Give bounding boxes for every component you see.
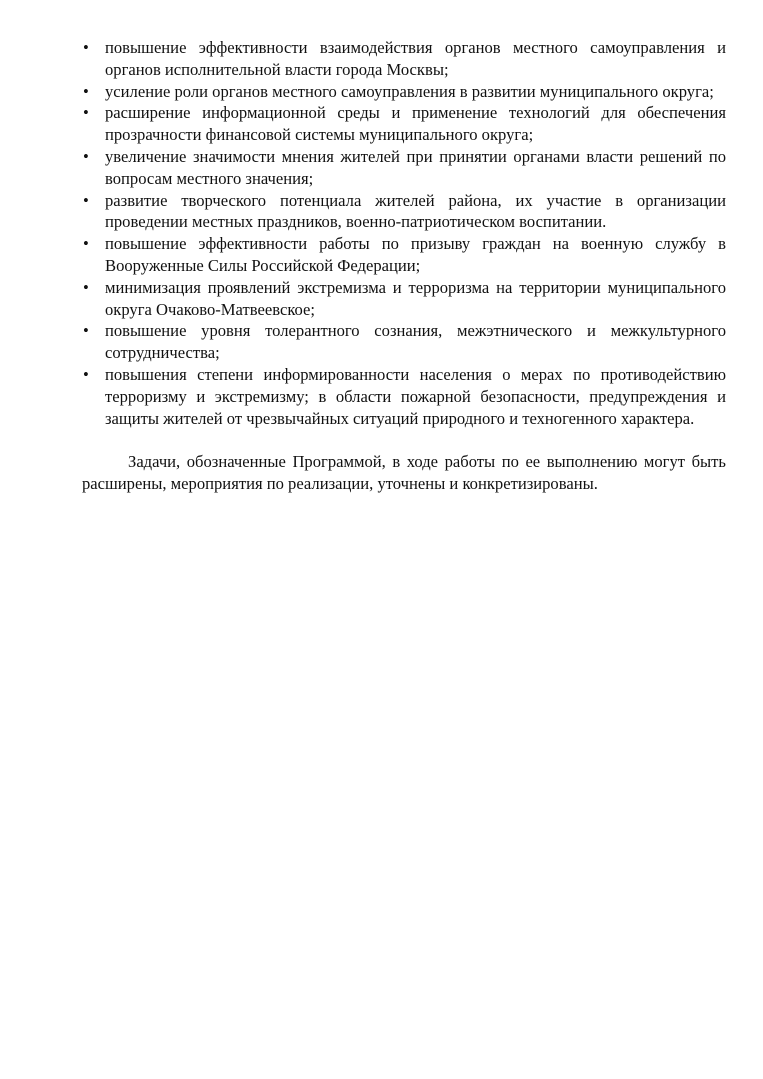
bullet-list <box>82 37 726 429</box>
list-item <box>82 146 726 190</box>
list-item-text: расширение информационной среды и применение технологий для обеспечения прозрачности финансовой системы муниципального округа; <box>105 103 726 145</box>
list-item <box>82 320 726 364</box>
closing-paragraph: Задачи, обозначенные Программой, в ходе работы по ее выполнению могут быть расширены, мероприятия по реализации, уточнены и конкретизированы. <box>82 452 726 494</box>
bullet-icon: • <box>83 190 89 210</box>
list-item-text: минимизация проявлений экстремизма и терроризма на территории муниципального округа Очаково-Матвеевское; <box>105 277 726 319</box>
bullet-icon: • <box>83 234 89 254</box>
list-item <box>82 37 726 81</box>
list-item-text: увеличение значимости мнения жителей при принятии органами власти решений по вопросам местного значения; <box>105 146 726 188</box>
bullet-icon: • <box>83 81 89 101</box>
list-item <box>82 233 726 277</box>
list-item <box>82 102 726 146</box>
list-item-text: повышение эффективности взаимодействия органов местного самоуправления и органов исполнительной власти города Москвы; <box>105 38 726 79</box>
document-body <box>82 37 726 512</box>
list-item <box>82 190 726 234</box>
bullet-icon: • <box>83 277 89 297</box>
list-item-text: повышения степени информированности населения о мерах по противодействию терроризму и экстремизму; в области пожарной безопасности, предупреждения и защиты жителей от чрезвычайных ситуаций природного и техногенного характера. <box>105 364 726 428</box>
bullet-icon: • <box>83 103 89 123</box>
list-item-text: развитие творческого потенциала жителей района, их участие в организации проведении местных праздников, военно-патриотическом воспитании. <box>105 190 726 232</box>
bullet-icon: • <box>83 364 89 384</box>
list-item <box>82 81 726 103</box>
list-item-text: повышение уровня толерантного сознания, межэтнического и межкультурного сотрудничества; <box>105 321 726 363</box>
bullet-icon: • <box>83 146 89 166</box>
list-item <box>82 277 726 321</box>
list-item <box>82 364 726 429</box>
bullet-icon: • <box>83 38 89 57</box>
bullet-icon: • <box>83 321 89 341</box>
list-item-text: усиление роли органов местного самоуправления в развитии муниципального округа; <box>105 81 714 101</box>
list-item-text: повышение эффективности работы по призыву граждан на военную службу в Вооруженные Силы Российской Федерации; <box>105 234 726 275</box>
